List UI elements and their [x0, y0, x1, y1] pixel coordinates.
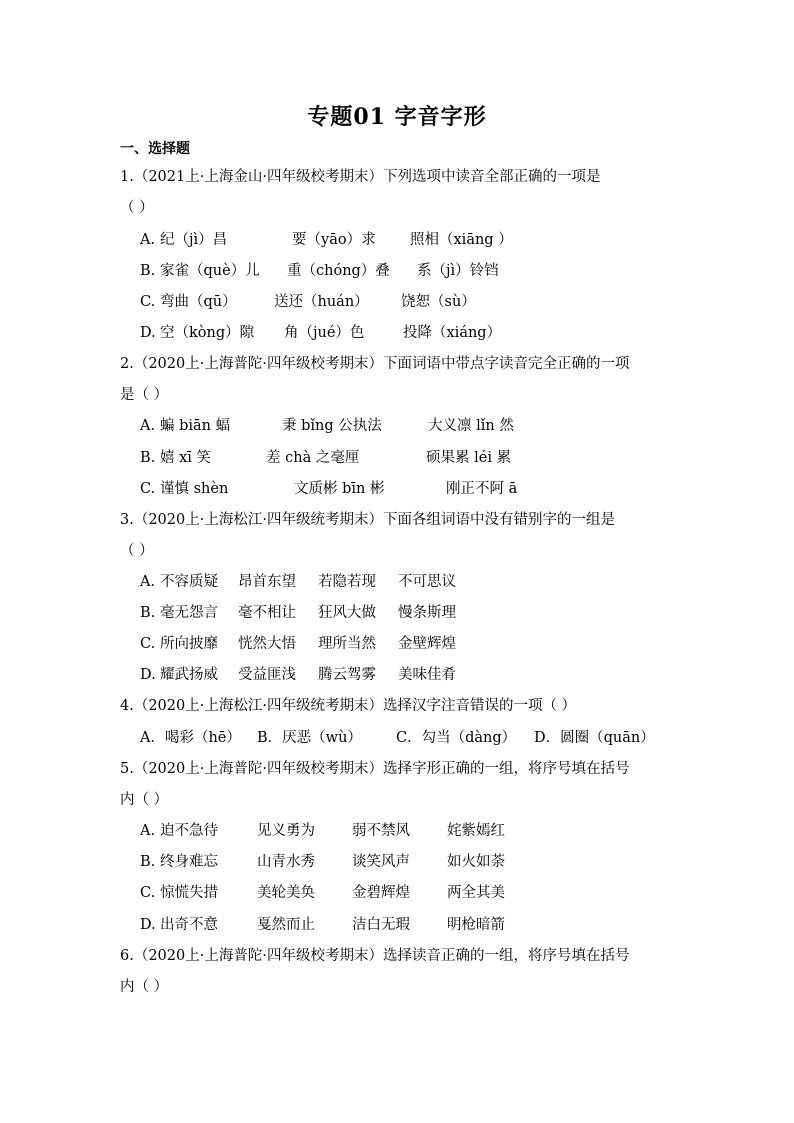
question-5-stem-cont: 内（ ）: [120, 792, 169, 808]
option-item: 照相（xiāng ）: [410, 232, 513, 248]
option-label: A.: [140, 823, 156, 839]
question-3-option-d: [140, 663, 456, 684]
option-item: 昂首东望: [238, 574, 296, 590]
option-item: 饶恕（sù）: [401, 294, 476, 310]
question-2-stem-cont: 是（ ）: [120, 387, 169, 403]
option-label: C.: [140, 885, 156, 901]
option-item: 谨慎 shèn: [160, 481, 229, 497]
option-item: 腾云驾雾: [318, 667, 376, 683]
option-label: C.: [140, 294, 156, 310]
question-2-stem: 2.（2020上·上海普陀·四年级校考期末）下面词语中带点字读音完全正确的一项: [120, 356, 630, 372]
option-item: 投降（xiáng）: [403, 325, 502, 341]
option-item: 明枪暗箭: [447, 917, 505, 933]
option-item: 迫不急待: [160, 823, 218, 839]
option-item: 要（yāo）求: [292, 232, 376, 248]
question-2-option-b: [140, 446, 511, 467]
question-3-option-a: [140, 570, 456, 591]
question-1-option-b: [140, 259, 499, 280]
option-label: B.: [140, 854, 156, 870]
question-5-stem: 5.（2020上·上海普陀·四年级校考期末）选择字形正确的一组，将序号填在括号: [120, 761, 630, 777]
option-item: 狂风大做: [318, 605, 376, 621]
question-1-stem: 1.（2021上·上海金山·四年级校考期末）下列选项中读音全部正确的一项是: [120, 169, 601, 185]
option-item: 洁白无瑕: [352, 917, 410, 933]
option-item: 差 chà 之毫厘: [266, 450, 360, 466]
question-2-option-a: [140, 414, 514, 435]
question-3-stem-cont: （ ）: [120, 543, 154, 559]
option-item: 若隐若现: [318, 574, 376, 590]
question-1-stem-cont: （ ）: [120, 200, 154, 216]
option-item: 弯曲（qū）: [160, 294, 237, 310]
option-item: 系（jì）铃铛: [417, 263, 499, 279]
option-item: 金壁辉煌: [398, 636, 456, 652]
question-5-option-a: [140, 819, 505, 840]
question-1-option-d: [140, 321, 501, 342]
question-3-option-b: [140, 601, 456, 622]
option-item: 大义凛 lǐn 然: [428, 418, 514, 434]
option-item: A．喝彩（hē）: [140, 730, 241, 746]
question-1-option-a: [140, 228, 513, 249]
option-label: A.: [140, 418, 156, 434]
option-label: C.: [140, 636, 156, 652]
option-item: 纪（jì）昌: [160, 232, 228, 248]
option-item: 慢条斯理: [398, 605, 456, 621]
option-item: 不容质疑: [160, 574, 218, 590]
option-item: 空（kòng）隙: [160, 325, 255, 341]
option-item: 受益匪浅: [238, 667, 296, 683]
option-item: 耀武扬威: [160, 667, 218, 683]
option-label: D.: [140, 917, 156, 933]
option-item: 弱不禁风: [352, 823, 410, 839]
option-item: 家雀（què）儿: [160, 263, 260, 279]
section-heading: 一、选择题: [120, 141, 190, 157]
option-item: 嬉 xī 笑: [160, 450, 212, 466]
option-item: 不可思议: [398, 574, 456, 590]
option-item: 见义勇为: [257, 823, 315, 839]
option-item: 所向披靡: [160, 636, 218, 652]
option-item: 惊慌失措: [160, 885, 218, 901]
option-item: 硕果累 léi 累: [426, 450, 512, 466]
option-item: D．圆圈（quān）: [534, 730, 655, 746]
option-item: 毫不相让: [238, 605, 296, 621]
option-item: 山青水秀: [257, 854, 315, 870]
question-4-stem: 4.（2020上·上海松江·四年级统考期末）选择汉字注音错误的一项（ ）: [120, 698, 577, 714]
option-item: C．勾当（dàng）: [396, 730, 517, 746]
option-label: D.: [140, 667, 156, 683]
question-5-option-c: [140, 881, 505, 902]
option-label: D.: [140, 325, 156, 341]
option-item: 刚正不阿 ā: [446, 481, 518, 497]
option-item: 理所当然: [318, 636, 376, 652]
question-3-stem: 3.（2020上·上海松江·四年级统考期末）下面各组词语中没有错别字的一组是: [120, 512, 615, 528]
option-item: 蝙 biān 蝠: [160, 418, 231, 434]
question-6-stem: 6.（2020上·上海普陀·四年级校考期末）选择读音正确的一组，将序号填在括号: [120, 948, 630, 964]
option-label: C.: [140, 481, 156, 497]
option-item: 谈笑风声: [352, 854, 410, 870]
option-label: A.: [140, 574, 156, 590]
option-item: 角（jué）色: [284, 325, 365, 341]
option-item: 重（chóng）叠: [287, 263, 390, 279]
option-item: 终身难忘: [160, 854, 218, 870]
option-item: 秉 bǐng 公执法: [282, 418, 382, 434]
question-5-option-b: [140, 850, 505, 871]
question-2-option-c: [140, 477, 517, 498]
option-item: 出奇不意: [160, 917, 218, 933]
option-label: B.: [140, 605, 156, 621]
option-item: 送还（huán）: [274, 294, 369, 310]
option-item: 文质彬 bīn 彬: [294, 481, 385, 497]
question-5-option-d: [140, 913, 505, 934]
question-1-option-c: [140, 290, 476, 311]
option-item: 毫无怨言: [160, 605, 218, 621]
option-label: B.: [140, 263, 156, 279]
question-6-stem-cont: 内（ ）: [120, 979, 169, 995]
option-item: 姹紫嫣红: [447, 823, 505, 839]
option-label: B.: [140, 450, 156, 466]
option-label: A.: [140, 232, 156, 248]
option-item: 美味佳肴: [398, 667, 456, 683]
question-3-option-c: [140, 632, 456, 653]
option-item: 戛然而止: [257, 917, 315, 933]
option-item: 两全其美: [447, 885, 505, 901]
option-item: B．厌恶（wù）: [257, 730, 362, 746]
question-4-options: [140, 726, 655, 747]
option-item: 美轮美奂: [257, 885, 315, 901]
option-item: 恍然大悟: [238, 636, 296, 652]
option-item: 金碧辉煌: [352, 885, 410, 901]
option-item: 如火如荼: [447, 854, 505, 870]
page-title: 专题01 字音字形: [307, 104, 487, 130]
